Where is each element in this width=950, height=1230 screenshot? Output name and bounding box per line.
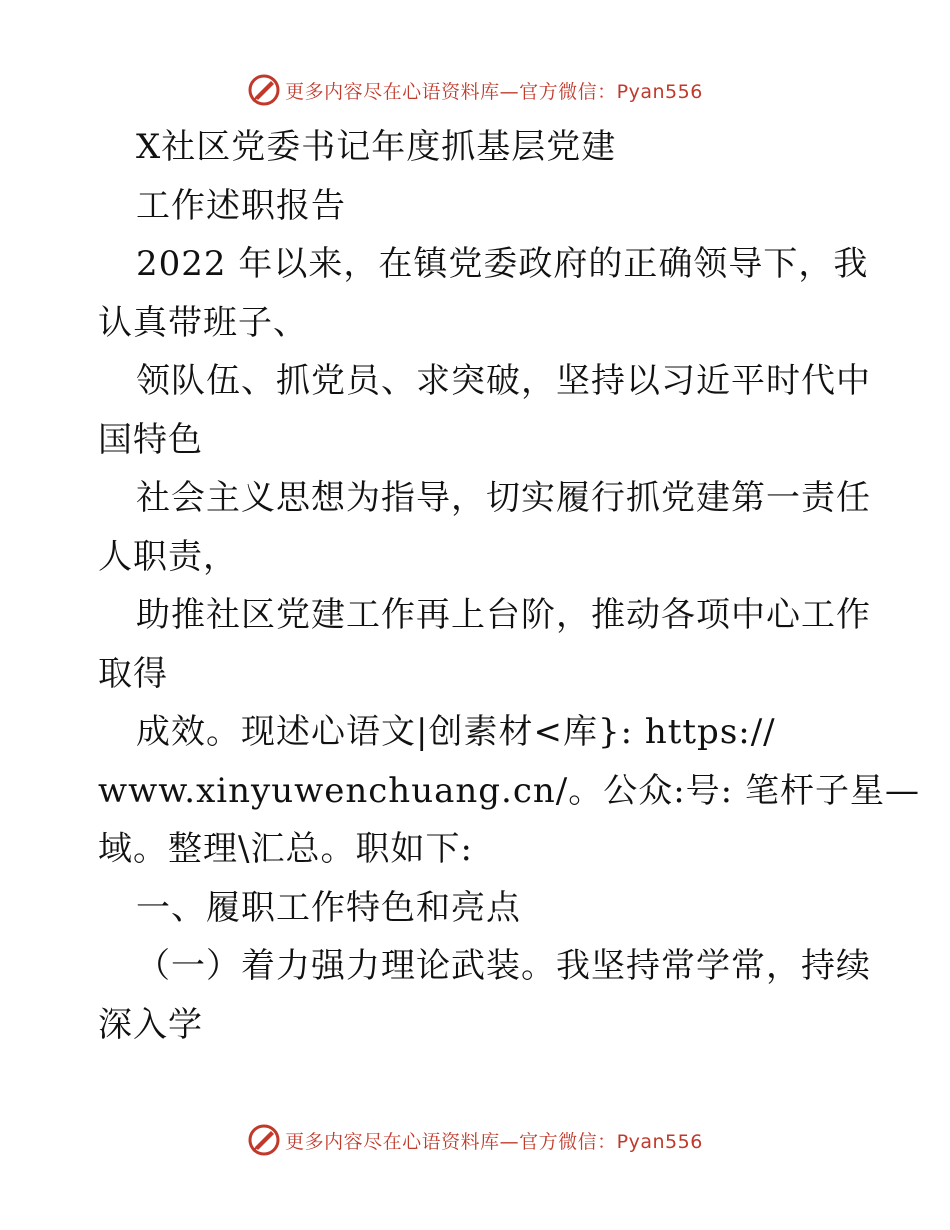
document-line: 一、履职工作特色和亮点 [136,887,521,928]
watermark-text: 更多内容尽在心语资料库—官方微信：Pyan556 [285,80,703,103]
document-line: 社会主义思想为指导，切实履行抓党建第一责任 [136,478,871,518]
document-line: 深入学 [98,1004,203,1045]
document-line: X社区党委书记年度抓基层党建 [136,127,617,167]
watermark-text: 更多内容尽在心语资料库—官方微信：Pyan556 [285,1130,703,1153]
document-line: 2022 年以来，在镇党委政府的正确领导下，我 [136,244,869,284]
document-line: 人职责， [98,536,238,577]
document-line: 取得 [98,653,168,694]
quill-logo-icon [247,73,281,107]
document-line: （一）着力强力理论武装。我坚持常学常，持续 [136,946,871,986]
quill-logo-icon [247,1123,281,1157]
watermark-banner-bottom [0,1120,950,1160]
watermark-banner-top [0,70,950,110]
document-line: 认真带班子、 [98,302,308,343]
document-line: www.xinyuwenchuang.cn/。公众:号: 笔杆子星— [98,770,920,811]
document-line: 国特色 [98,419,203,460]
document-line: 领队伍、抓党员、求突破，坚持以习近平时代中 [136,361,871,401]
document-line: 成效。现述心语文|创素材<库}: https:// [136,712,776,752]
document-line: 助推社区党建工作再上台阶，推动各项中心工作 [136,595,871,635]
document-line: 工作述职报告 [136,185,346,226]
document-line: 域。整理\汇总。职如下: [98,829,473,869]
document-body [98,118,920,1054]
